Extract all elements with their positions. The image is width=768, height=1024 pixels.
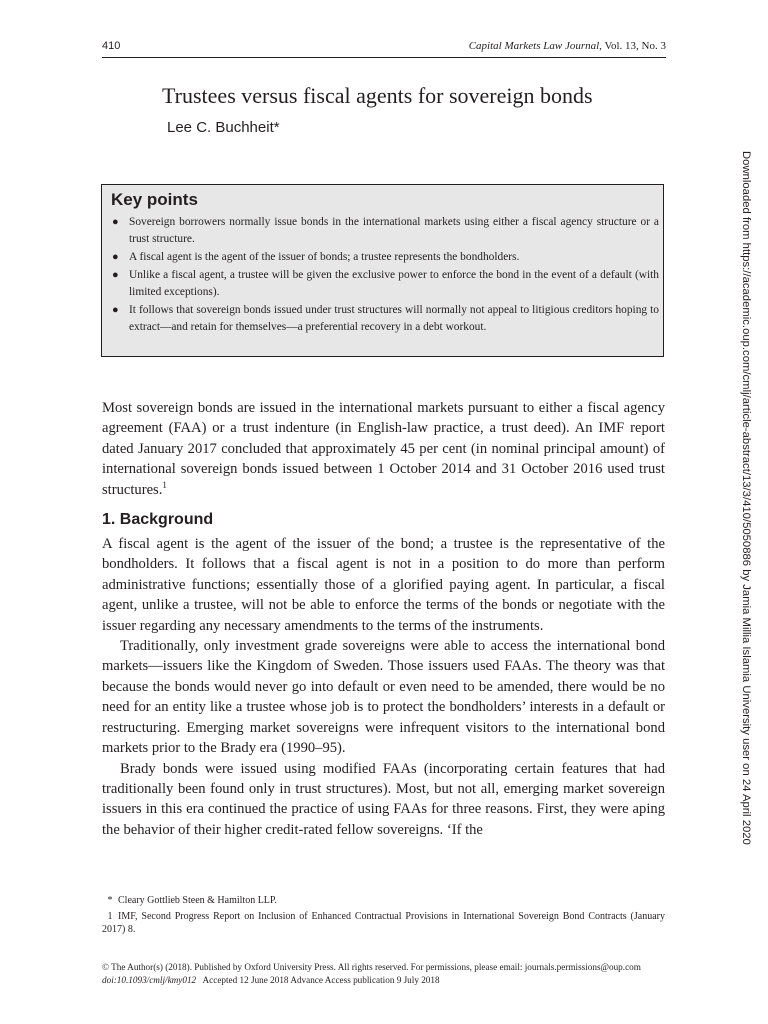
volume-issue: , Vol. 13, No. 3 — [599, 40, 666, 52]
page-number: 410 — [102, 40, 121, 52]
key-point-item: ● A fiscal agent is the agent of the issuer of bonds; a trustee represents the bondholders. — [111, 249, 659, 266]
key-point-item: ● It follows that sovereign bonds issued under trust structures will normally not appeal to litigious creditors hoping to extract—and retain for themselves—a preferential recovery in a debt workout. — [112, 304, 659, 333]
key-points-list — [111, 214, 659, 337]
copyright-line: © The Author(s) (2018). Published by Oxford University Press. All rights reserved. For permissions, please email: journals.permissions@oup.com — [102, 962, 641, 972]
key-point-item: ● Sovereign borrowers normally issue bonds in the international markets using either a fiscal agency structure or a trust structure. — [112, 216, 659, 245]
intro-paragraph: Most sovereign bonds are issued in the international markets pursuant to either a fiscal agency agreement (FAA) or a trust indenture (in English-law practice, a trust deed). An IMF report dated January 2017 concluded that approximately 45 per cent (in nominal principal amount) of international sovereign bonds issued between 1 October 2014 and 31 October 2016 used trust structures.$^1$ — [102, 400, 665, 498]
footnote-mark: 1 — [107, 911, 113, 922]
footnotes — [102, 894, 665, 939]
key-point-item: ● Unlike a fiscal agent, a trustee will be given the exclusive power to enforce the bond in the event of a default (with limited exceptions). — [112, 269, 659, 298]
bullet-icon: ● — [112, 304, 119, 316]
article-body — [102, 398, 665, 840]
body-paragraph: A fiscal agent is the agent of the issuer of the bond; a trustee is the representative of the bondholders. It follows that a fiscal agent is not in a position to do more than perform administrative functions; essentially those of a glorified paying agent. In particular, a fiscal agent, unlike a trustee, will not be able to enforce the terms of the bonds or negotiate with the issuer regarding any necessary amendments to the terms of the instruments. — [102, 536, 665, 634]
bullet-icon: ● — [112, 216, 119, 228]
body-paragraph: Brady bonds were issued using modified FAAs (incorporating certain features that had traditionally been found only in trust structures). Most, but not all, emerging market sovereign issuers in this era continued the practice of using FAAs for three reasons. First, they were aping the behavior of their higher credit-rated fellow sovereigns. ‘If the — [102, 760, 665, 838]
running-head — [102, 38, 666, 56]
journal-name: Capital Markets Law Journal — [468, 40, 600, 52]
bullet-icon: ● — [112, 251, 119, 263]
article-title: Trustees versus fiscal agents for sovereign bonds — [162, 83, 593, 108]
article-author: Lee C. Buchheit* — [167, 119, 280, 136]
doi-link[interactable]: doi:10.1093/cmlj/kmy012 — [102, 975, 197, 985]
footnote: 1 IMF, Second Progress Report on Inclusion of Enhanced Contractual Provisions in International Sovereign Bond Contracts (January 2017) 8. — [102, 911, 665, 935]
section-heading: 1. Background — [102, 511, 214, 529]
journal-citation — [469, 40, 666, 52]
key-points-box — [101, 184, 664, 357]
bullet-icon: ● — [112, 269, 119, 281]
download-notice: Downloaded from https://academic.oup.com/cmlj/article-abstract/13/3/410/5050886 by Jamia Millia Islamia University user on 24 April 2020 — [740, 151, 752, 845]
key-points-title: Key points — [111, 190, 198, 209]
body-paragraph: Traditionally, only investment grade sovereigns were able to access the international bond markets—issuers like the Kingdom of Sweden. Those issuers used FAAs. The theory was that because the bonds would never go into default or even need to be amended, there would be no need for an entity like a trustee whose job is to protect the bondholders’ interests in a default or restructuring. Emerging market sovereigns were infrequent visitors to the international bond markets prior to the Brady era (1990–95). — [102, 638, 665, 757]
footnote-ref[interactable]: 1 — [162, 479, 167, 490]
header-rule — [102, 57, 666, 58]
publication-info — [102, 974, 665, 987]
footnote: * Cleary Gottlieb Steen & Hamilton LLP. — [102, 894, 665, 907]
publication-dates: Accepted 12 June 2018 Advance Access publication 9 July 2018 — [202, 975, 440, 985]
copyright-notice — [102, 961, 665, 987]
footnote-mark: * — [107, 895, 113, 906]
